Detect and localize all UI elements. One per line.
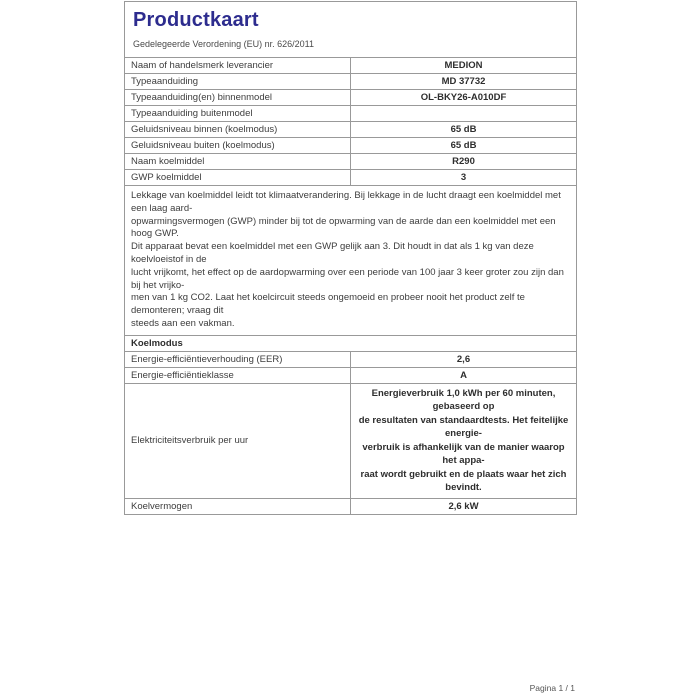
row-label: Elektriciteitsverbruik per uur bbox=[125, 383, 351, 498]
row-value: R290 bbox=[351, 154, 577, 170]
row-value: 2,6 bbox=[351, 351, 577, 367]
row-label: Geluidsniveau buiten (koelmodus) bbox=[125, 138, 351, 154]
row-value bbox=[351, 106, 577, 122]
row-value: 2,6 kW bbox=[351, 498, 577, 514]
row-label: Energie-efficiëntieverhouding (EER) bbox=[125, 351, 351, 367]
row-value: MD 37732 bbox=[351, 74, 577, 90]
row-label: Geluidsniveau binnen (koelmodus) bbox=[125, 122, 351, 138]
section-header: Koelmodus bbox=[125, 335, 577, 351]
row-label: GWP koelmiddel bbox=[125, 170, 351, 186]
row-value: OL-BKY26-A010DF bbox=[351, 90, 577, 106]
row-label: Energie-efficiëntieklasse bbox=[125, 367, 351, 383]
row-label: Koelvermogen bbox=[125, 498, 351, 514]
row-value: A bbox=[351, 367, 577, 383]
row-value: 65 dB bbox=[351, 138, 577, 154]
row-label: Typeaanduiding bbox=[125, 74, 351, 90]
row-value: MEDION bbox=[351, 58, 577, 74]
page-title: Productkaart bbox=[133, 9, 259, 31]
row-refrigerant-gwp bbox=[125, 170, 577, 186]
row-efficiency-class bbox=[125, 367, 577, 383]
row-noise-outdoor bbox=[125, 138, 577, 154]
row-label: Typeaanduiding(en) binnenmodel bbox=[125, 90, 351, 106]
product-fiche-table bbox=[124, 1, 577, 515]
row-label: Typeaanduiding buitenmodel bbox=[125, 106, 351, 122]
product-fiche-sheet bbox=[124, 1, 577, 515]
row-value: 3 bbox=[351, 170, 577, 186]
page-number: Pagina 1 / 1 bbox=[529, 683, 575, 693]
row-electricity-consumption bbox=[125, 383, 577, 498]
row-noise-indoor bbox=[125, 122, 577, 138]
row-value: 65 dB bbox=[351, 122, 577, 138]
row-value-multiline: Energieverbruik 1,0 kWh per 60 minuten, gebaseerd op de resultaten van standaardtests. Het feitelijke energie- verbruik is afhankelijk van de manier waarop het appa- raat wordt gebruikt en de plaats waar het zich bevindt. bbox=[351, 383, 577, 498]
regulation-subtitle: Gedelegeerde Verordening (EU) nr. 626/2011 bbox=[133, 39, 314, 49]
row-refrigerant-name bbox=[125, 154, 577, 170]
section-row-cooling-mode bbox=[125, 335, 577, 351]
refrigerant-note-text: Lekkage van koelmiddel leidt tot klimaatverandering. Bij lekkage in de lucht draagt een koelmiddel met een laag aard- opwarmingsvermogen (GWP) minder bij tot de opwarming van de aarde dan een koelmiddel met een hoog GWP. Dit apparaat bevat een koelmiddel met een GWP gelijk aan 3. Dit houdt in dat als 1 kg van deze koelvloeistof in de lucht vrijkomt, het effect op de aardopwarming over een periode van 100 jaar 3 keer groter zou zijn dan bij het vrijko- men van 1 kg CO2. Laat het koelcircuit steeds ongemoeid en probeer nooit het product zelf te demonteren; vraag dit steeds aan een vakman. bbox=[125, 186, 577, 336]
title-row bbox=[125, 2, 577, 58]
title-cell bbox=[125, 2, 577, 58]
row-type-designation bbox=[125, 74, 577, 90]
row-indoor-model bbox=[125, 90, 577, 106]
row-eer bbox=[125, 351, 577, 367]
row-supplier-name bbox=[125, 58, 577, 74]
row-cooling-capacity bbox=[125, 498, 577, 514]
row-label: Naam koelmiddel bbox=[125, 154, 351, 170]
refrigerant-note-row bbox=[125, 186, 577, 336]
row-outdoor-model bbox=[125, 106, 577, 122]
row-label: Naam of handelsmerk leverancier bbox=[125, 58, 351, 74]
